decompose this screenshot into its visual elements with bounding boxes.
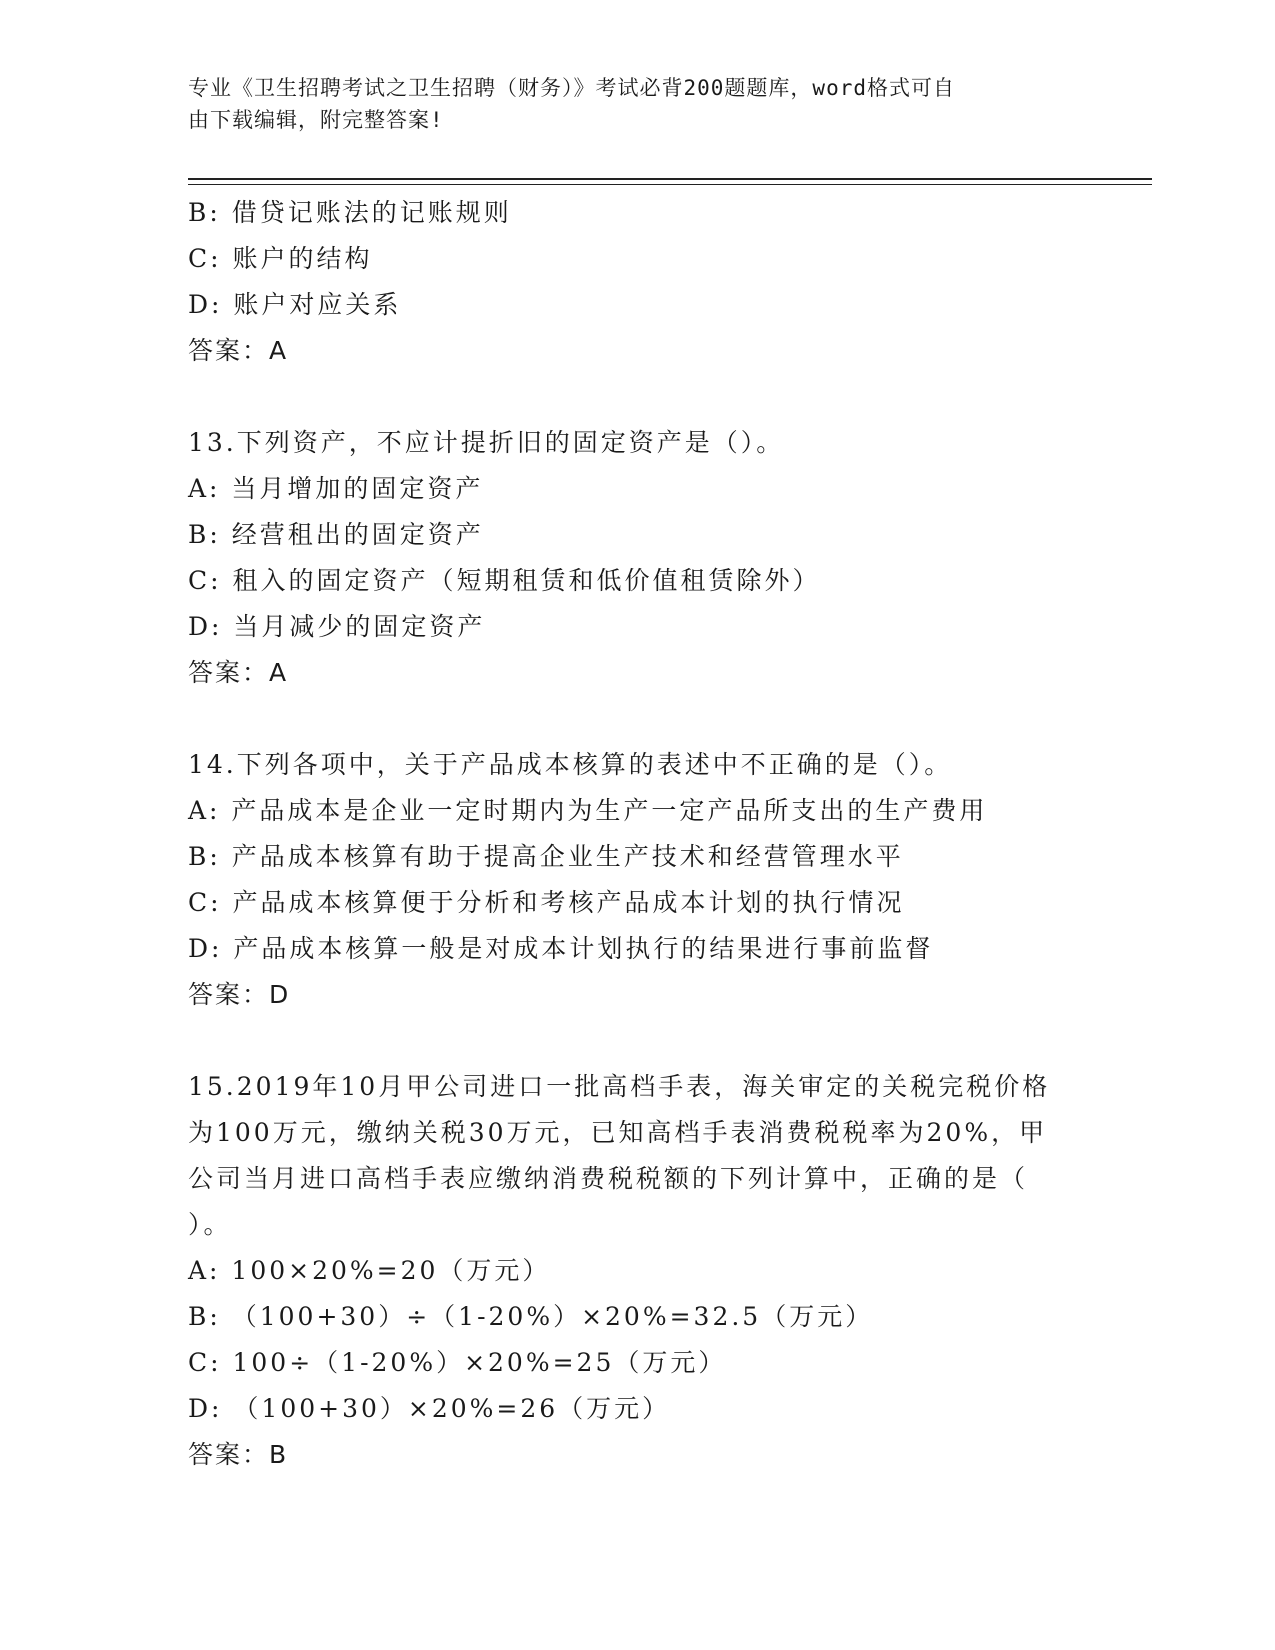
q13-option-d: D: 当月减少的固定资产: [188, 612, 486, 641]
header-line-1: 专业《卫生招聘考试之卫生招聘（财务）》考试必背200题题库，word格式可自: [188, 76, 955, 100]
spacer: [188, 696, 1088, 742]
q15-option-c: C: 100÷（1-20%）×20%=25（万元）: [188, 1348, 727, 1377]
q15-stem-line-2: 为100万元，缴纳关税30万元，已知高档手表消费税税率为20%，甲: [188, 1118, 1048, 1147]
q14-option-d: D: 产品成本核算一般是对成本计划执行的结果进行事前监督: [188, 934, 934, 963]
spacer: [188, 1018, 1088, 1064]
question-12: [188, 190, 1088, 374]
q14-option-b: B: 产品成本核算有助于提高企业生产技术和经营管理水平: [188, 842, 904, 871]
q13-option-b: B: 经营租出的固定资产: [188, 520, 484, 549]
q14-stem: 14.下列各项中，关于产品成本核算的表述中不正确的是（）。: [188, 750, 953, 779]
question-15: [188, 1064, 1088, 1478]
q13-option-a: A: 当月增加的固定资产: [188, 474, 484, 503]
q15-stem-line-3: 公司当月进口高档手表应缴纳消费税税额的下列计算中，正确的是（: [188, 1164, 1029, 1193]
q15-option-a: A: 100×20%=20（万元）: [188, 1256, 551, 1285]
q13-answer: 答案：A: [188, 658, 289, 687]
q14-option-c: C: 产品成本核算便于分析和考核产品成本计划的执行情况: [188, 888, 905, 917]
q12-option-b: B: 借贷记账法的记账规则: [188, 198, 512, 227]
q14-option-a: A: 产品成本是企业一定时期内为生产一定产品所支出的生产费用: [188, 796, 988, 825]
question-13: [188, 420, 1088, 696]
q13-option-c: C: 租入的固定资产（短期租赁和低价值租赁除外）: [188, 566, 821, 595]
header-rule-thin: [188, 184, 1152, 185]
question-14: [188, 742, 1088, 1018]
header-rule-thick: [188, 178, 1152, 180]
q12-option-c: C: 账户的结构: [188, 244, 373, 273]
q13-stem: 13.下列资产，不应计提折旧的固定资产是（）。: [188, 428, 785, 457]
q15-stem-line-4: ）。: [188, 1210, 232, 1239]
q15-stem-line-1: 15.2019年10月甲公司进口一批高档手表，海关审定的关税完税价格: [188, 1072, 1051, 1101]
q12-option-d: D: 账户对应关系: [188, 290, 402, 319]
q14-answer: 答案：D: [188, 980, 291, 1009]
q15-option-b: B: （100+30）÷（1-20%）×20%=32.5（万元）: [188, 1302, 874, 1331]
spacer: [188, 374, 1088, 420]
q15-option-d: D: （100+30）×20%=26（万元）: [188, 1394, 671, 1423]
header-line-2: 由下载编辑，附完整答案!: [188, 108, 444, 132]
q15-answer: 答案：B: [188, 1440, 289, 1469]
q12-answer: 答案：A: [188, 336, 289, 365]
question-body: [188, 190, 1088, 1478]
document-header: [188, 72, 1068, 136]
